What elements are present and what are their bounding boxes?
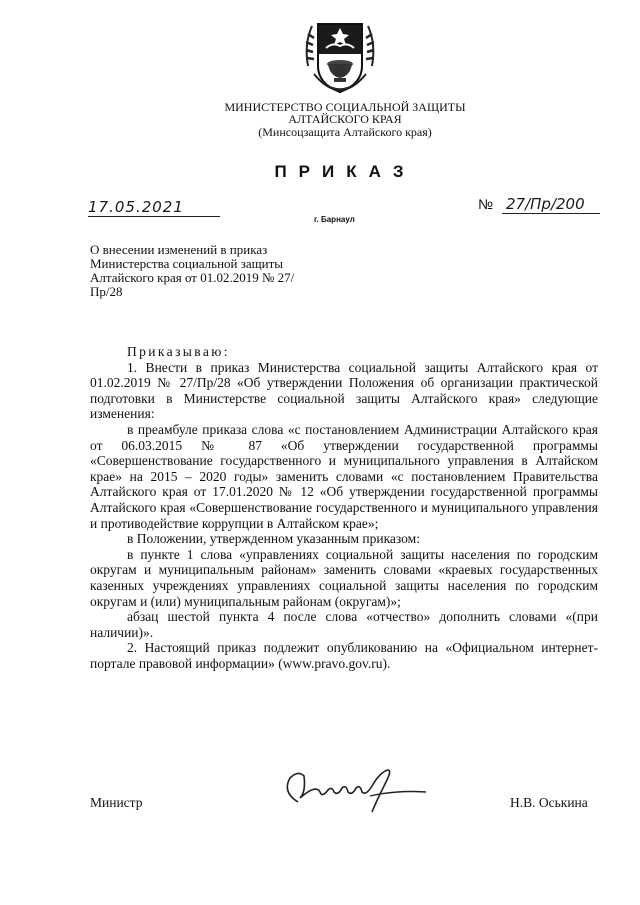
ministry-name-line1: МИНИСТЕРСТВО СОЦИАЛЬНОЙ ЗАЩИТЫ xyxy=(224,100,466,114)
handwritten-signature xyxy=(276,762,436,816)
order-number-field xyxy=(478,196,600,216)
order-number: 27/Пр/200 xyxy=(506,195,585,213)
order-date-field xyxy=(88,198,220,217)
signatory-name: Н.В. Оськина xyxy=(510,795,588,810)
document-title: ПРИКАЗ xyxy=(274,162,416,181)
paragraph: в преамбуле приказа слова «с постановлением Администрации Алтайского края от 06.03.2015 № 87 «Об утверждении государственной программы «Совершенствование государственного и муниципального управления в Алтайском крае» на 2015 – 2020 годы» заменить словами «с постановлением Правительства Алтайского края от 17.01.2020 № 12 «Об утверждении государственной программы Алтайского края «Совершенствование государственного и муниципального управления и противодействие коррупции в Алтайском крае»; xyxy=(90,421,598,531)
paragraph: в пункте 1 слова «управлениях социальной защиты населения по городским округам и муниципальным районам» заменить словами «краевых государственных казенных учреждениях управлениях социальной защиты населения по городским округам и (или) муниципальным районам (округам)»; xyxy=(90,546,598,609)
number-sign: № xyxy=(478,196,494,212)
paragraph: в Положении, утвержденном указанным приказом: xyxy=(127,531,420,547)
paragraph: абзац шестой пункта 4 после слова «отчество» дополнить словами «(при наличии)». xyxy=(90,609,598,640)
city: г. Барнаул xyxy=(314,215,355,224)
paragraph: 1. Внести в приказ Министерства социальной защиты Алтайского края от 01.02.2019 № 27/Пр/28 «Об утверждении Положения об организации практической подготовки в Министерстве социальной защиты Алтайского края» следующие изменения: xyxy=(90,359,598,422)
order-subject: О внесении изменений в приказ Министерства социальной защиты Алтайского края от 01.02.2019 № 27/Пр/28 xyxy=(90,242,295,299)
ministry-short-name: (Минсоцзащита Алтайского края) xyxy=(258,125,432,139)
signatory-position: Министр xyxy=(90,795,143,810)
order-directive: Приказываю: xyxy=(127,344,230,359)
order-body xyxy=(90,344,598,671)
ministry-name-line2: АЛТАЙСКОГО КРАЯ xyxy=(288,112,402,126)
coat-of-arms-icon xyxy=(300,14,380,100)
paragraph: 2. Настоящий приказ подлежит опубликованию на «Официальном интернет-портале правовой информации» (www.pravo.gov.ru). xyxy=(90,640,598,671)
number-underline xyxy=(502,213,600,214)
order-date: 17.05.2021 xyxy=(88,198,184,216)
